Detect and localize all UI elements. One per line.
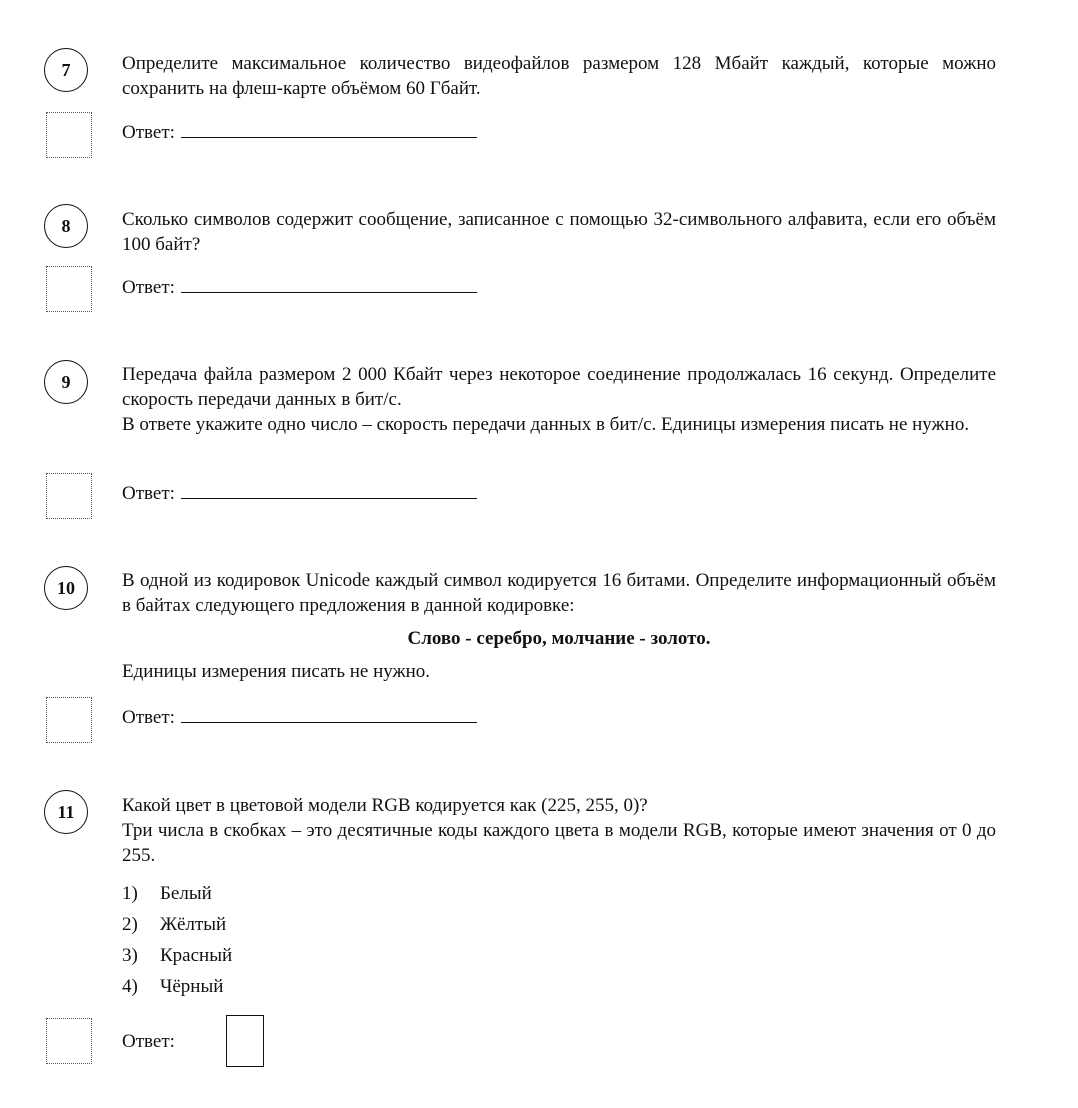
task-number-badge: 7 <box>44 48 88 92</box>
option-text: Чёрный <box>160 976 224 997</box>
task-paragraph: Определите максимальное количество видеофайлов размером 128 Мбайт каждый, которые можно сохранить на флеш-карте объёмом 60 Гбайт. <box>122 53 996 99</box>
option-text: Белый <box>160 883 212 904</box>
task-paragraph: Сколько символов содержит сообщение, записанное с помощью 32-символьного алфавита, если его объём 100 байт? <box>122 209 996 255</box>
task-paragraph: В одной из кодировок Unicode каждый символ кодируется 16 битами. Определите информационный объём в байтах следующего предложения в данной кодировке: <box>122 570 996 616</box>
task-text <box>122 207 996 257</box>
task-number-badge: 8 <box>44 204 88 248</box>
answer-label: Ответ: <box>122 122 175 143</box>
task-paragraph: Передача файла размером 2 000 Кбайт через некоторое соединение продолжалась 16 секунд. Определите скорость передачи данных в бит/с. <box>122 364 996 410</box>
answer-label: Ответ: <box>122 1031 175 1052</box>
task-text <box>122 793 996 868</box>
answer-field[interactable] <box>181 706 477 723</box>
answer-label: Ответ: <box>122 277 175 298</box>
option-number: 4) <box>122 976 138 997</box>
task-number-badge: 11 <box>44 790 88 834</box>
answer-row <box>122 705 477 730</box>
score-box <box>46 112 92 158</box>
score-box <box>46 473 92 519</box>
task-number-badge: 9 <box>44 360 88 404</box>
option-item <box>122 909 232 940</box>
task-number-badge: 10 <box>44 566 88 610</box>
task-paragraph: Какой цвет в цветовой модели RGB кодируется как (225, 255, 0)? <box>122 795 648 816</box>
option-number: 2) <box>122 914 138 935</box>
task-phrase: Слово - серебро, молчание - золото. <box>407 628 711 649</box>
task-paragraph: В ответе укажите одно число – скорость передачи данных в бит/с. Единицы измерения писать не нужно. <box>122 414 970 435</box>
option-number: 1) <box>122 883 138 904</box>
answer-row <box>122 481 477 506</box>
score-box <box>46 266 92 312</box>
answer-field[interactable] <box>181 121 477 138</box>
task-text <box>122 51 996 101</box>
task-text <box>122 568 996 684</box>
answer-row <box>122 120 477 145</box>
answer-field[interactable] <box>181 482 477 499</box>
option-number: 3) <box>122 945 138 966</box>
score-box <box>46 697 92 743</box>
task-paragraph: Единицы измерения писать не нужно. <box>122 661 431 682</box>
answer-row <box>122 1029 175 1054</box>
option-item <box>122 878 232 909</box>
answer-label: Ответ: <box>122 483 175 504</box>
answer-field[interactable] <box>181 276 477 293</box>
option-item <box>122 971 232 1002</box>
task-text <box>122 362 996 437</box>
option-text: Красный <box>160 945 233 966</box>
answer-label: Ответ: <box>122 707 175 728</box>
score-box <box>46 1018 92 1064</box>
option-text: Жёлтый <box>160 914 227 935</box>
answer-row <box>122 275 477 300</box>
options-list <box>122 878 232 1002</box>
answer-cell[interactable] <box>226 1015 264 1067</box>
option-item <box>122 940 232 971</box>
task-paragraph: Три числа в скобках – это десятичные коды каждого цвета в модели RGB, которые имеют значения от 0 до 255. <box>122 820 996 866</box>
